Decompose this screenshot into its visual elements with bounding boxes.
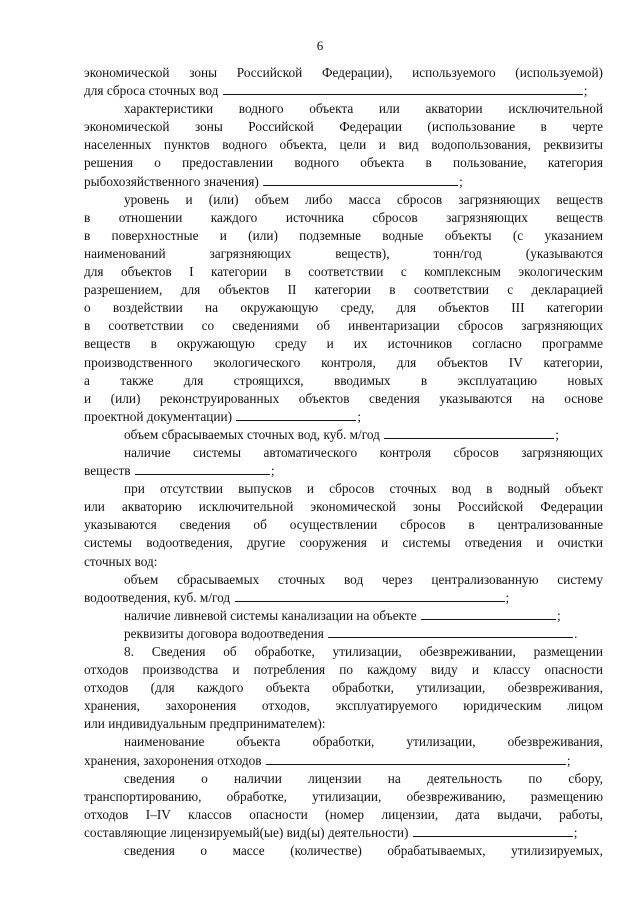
line-text: хранения, захоронения отходов [84, 752, 262, 768]
line-punctuation: ; [555, 426, 559, 442]
line-text: или акваторию исключительной экономической зоны Российской Федерации [84, 499, 603, 515]
text-line [84, 317, 603, 335]
text-line [84, 299, 603, 317]
text-line [84, 806, 603, 824]
text-line [84, 426, 603, 444]
line-text: веществ [84, 463, 131, 479]
line-text: рыбохозяйственного значения) [84, 173, 259, 189]
text-line [84, 643, 603, 661]
text-line [84, 571, 603, 589]
line-text: о воздействии на окружающую среду, для объектов III категории [84, 300, 603, 316]
line-text: характеристики водного объекта или акватории исключительной [124, 101, 603, 117]
text-line [84, 408, 603, 426]
line-text: при отсутствии выпусков и сбросов сточных вод в водный объект [124, 481, 603, 497]
text-line [84, 263, 603, 281]
fill-in-blank [263, 174, 458, 186]
fill-in-blank [421, 608, 556, 620]
document-body [84, 64, 603, 860]
line-text: объем сбрасываемых сточных вод через централизованную систему [124, 571, 603, 587]
text-line [84, 498, 603, 516]
line-text: экономической зоны Российской Федерации (использование в черте [84, 119, 603, 135]
text-line [84, 824, 603, 842]
fill-in-blank [413, 825, 573, 837]
line-text: для сброса сточных вод [84, 83, 219, 99]
text-line [84, 354, 603, 372]
text-line [84, 227, 603, 245]
fill-in-blank [266, 753, 566, 765]
line-punctuation: ; [566, 752, 571, 768]
line-punctuation: ; [505, 589, 510, 605]
line-text: разрешением, для объектов II категории в соответствии с декларацией [84, 282, 603, 298]
text-line [84, 534, 603, 552]
text-line [84, 462, 603, 480]
line-text: для объектов I категории в соответствии с комплексным экологическим [84, 264, 603, 280]
line-text: сведения о массе (количестве) обрабатываемых, утилизируемых, [124, 843, 603, 859]
line-text: водоотведения, куб. м/год [84, 589, 231, 605]
line-text: экономической зоны Российской Федерации), используемого (используемой) [84, 65, 603, 80]
fill-in-blank [236, 409, 356, 421]
line-text: сведения о наличии лицензии на деятельность по сбору, [124, 770, 603, 786]
line-text: решения о предоставлении водного объекта в пользование, категория [84, 155, 603, 171]
text-line [84, 82, 603, 100]
line-text: отходов (для каждого объекта обработки, утилизации, обезвреживания, [84, 680, 603, 696]
text-line [84, 245, 603, 263]
text-line [84, 625, 603, 643]
line-punctuation: ; [459, 173, 463, 189]
text-line [84, 154, 603, 172]
line-text: в соответствии со сведениями об инвентаризации сбросов загрязняющих [84, 318, 603, 334]
text-line [84, 136, 603, 154]
text-line [84, 661, 603, 679]
line-text: 8. Сведения об обработке, утилизации, обезвреживании, размещении [124, 644, 603, 659]
line-text: отходов производства и потребления по каждому виду и классу опасности [84, 662, 603, 678]
line-text: проектной документации) [84, 408, 233, 424]
line-punctuation: ; [270, 463, 275, 479]
text-line [84, 335, 603, 353]
line-text: указываются сведения об осуществлении сбросов в централизованные [84, 517, 603, 533]
text-line [84, 697, 603, 715]
text-line [84, 480, 603, 498]
line-text: составляющие лицензируемый(ые) вид(ы) деятельности) [84, 824, 409, 840]
line-punctuation: ; [357, 408, 362, 424]
fill-in-blank [235, 590, 505, 602]
line-text: объем сбрасываемых сточных вод, куб. м/год [124, 426, 380, 442]
line-text: а также для строящихся, вводимых в эксплуатацию новых [84, 372, 603, 388]
fill-in-blank [135, 463, 270, 475]
text-line [84, 118, 603, 136]
line-text: наименований загрязняющих веществ), тонн/год (указываются [84, 245, 603, 261]
line-punctuation: ; [583, 83, 588, 99]
text-line [84, 589, 603, 607]
line-punctuation: . [574, 625, 578, 641]
line-text: наличие ливневой системы канализации на объекте [124, 607, 417, 623]
line-text: или индивидуальным предпринимателем): [84, 716, 326, 732]
text-line [84, 100, 603, 118]
line-text: наличие системы автоматического контроля сбросов загрязняющих [124, 444, 603, 460]
line-text: веществ в окружающую среду и их источников согласно программе [84, 336, 603, 352]
line-text: сточных вод: [84, 553, 158, 569]
text-line [84, 281, 603, 299]
text-line [84, 516, 603, 534]
text-line [84, 209, 603, 227]
text-line [84, 752, 603, 770]
text-line [84, 733, 603, 751]
line-text: реквизиты договора водоотведения [124, 625, 324, 641]
text-line [84, 788, 603, 806]
line-text: производственного экологического контроля, для объектов IV категории, [84, 354, 603, 370]
text-line [84, 842, 603, 860]
line-text: наименование объекта обработки, утилизации, обезвреживания, [124, 734, 603, 750]
line-punctuation: ; [573, 824, 578, 840]
text-line [84, 553, 603, 571]
fill-in-blank [223, 83, 583, 95]
text-line [84, 191, 603, 209]
text-line [84, 64, 603, 82]
fill-in-blank [384, 427, 554, 439]
line-text: системы водоотведения, другие сооружения и системы отведения и очистки [84, 535, 603, 551]
text-line [84, 173, 603, 191]
text-line [84, 390, 603, 408]
line-punctuation: ; [556, 607, 561, 623]
text-line [84, 607, 603, 625]
text-line [84, 444, 603, 462]
fill-in-blank [328, 626, 573, 638]
line-text: отходов I–IV классов опасности (номер лицензии, дата выдачи, работы, [84, 806, 603, 822]
text-line [84, 372, 603, 390]
line-text: в отношении каждого источника сбросов загрязняющих веществ [84, 209, 603, 225]
page-number: 6 [316, 38, 324, 53]
text-line [84, 770, 603, 788]
line-text: хранения, захоронения отходов, эксплуатируемого юридическим лицом [84, 698, 603, 714]
text-line [84, 715, 603, 733]
text-line [84, 679, 603, 697]
line-text: транспортированию, обработке, утилизации, обезвреживанию, размещению [84, 788, 603, 804]
line-text: уровень и (или) объем либо масса сбросов загрязняющих веществ [124, 191, 603, 207]
line-text: и (или) реконструированных объектов сведения указываются на основе [84, 390, 603, 406]
line-text: населенных пунктов водного объекта, цели и вид водопользования, реквизиты [84, 137, 603, 153]
line-text: в поверхностные и (или) подземные водные объекты (с указанием [84, 227, 603, 243]
